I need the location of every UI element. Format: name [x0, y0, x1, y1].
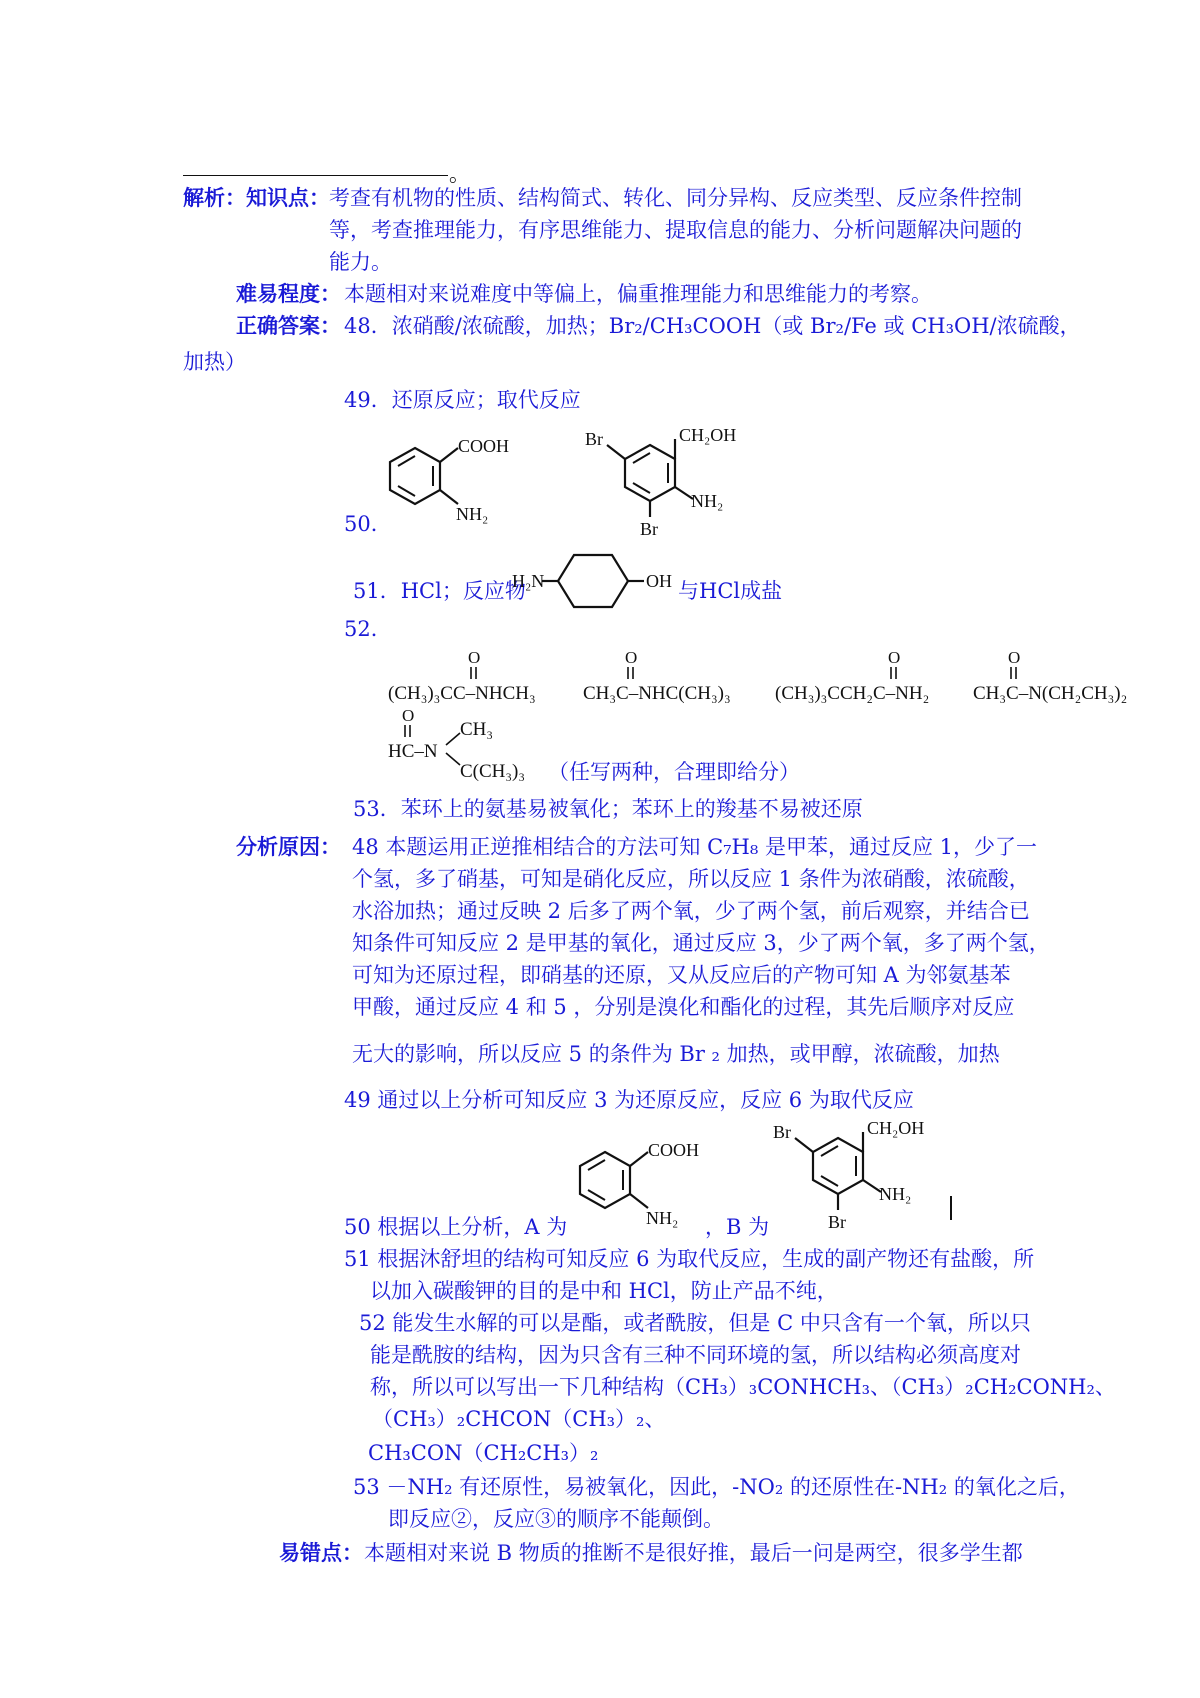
analysis-50-a: 50 根据以上分析，A 为 — [344, 1215, 568, 1239]
analysis-53-line-2: 即反应②，反应③的顺序不能颠倒。 — [388, 1507, 724, 1531]
h2n-label: H₂N — [512, 571, 545, 591]
anthranilic-acid-structure-1 — [380, 428, 520, 532]
amide-5-structure — [388, 705, 558, 789]
br-label-bottom-2: Br — [828, 1212, 846, 1232]
analysis-52-line-4: （CH₃）₂CHCON（CH₃）₂、 — [372, 1407, 666, 1431]
cooh-label: COOH — [458, 436, 510, 456]
dibromo-aminobenzyl-alcohol-structure-2 — [773, 1118, 963, 1237]
jiexi-label-row — [183, 182, 330, 214]
text-cursor-mark — [950, 1196, 952, 1220]
analysis-52-line-5: CH₃CON（CH₂CH₃）₂ — [368, 1441, 599, 1465]
difficulty-text: 本题相对来说难度中等偏上，偏重推理能力和思维能力的考察。 — [344, 282, 932, 306]
analysis-53-line-1: 53 －NH₂ 有还原性，易被氧化，因此，-NO₂ 的还原性在-NH₂ 的氧化之后， — [353, 1475, 1080, 1499]
difficulty-label: 难易程度： — [236, 281, 341, 306]
analysis-48-line-6: 甲酸，通过反应 4 和 5 ，分别是溴化和酯化的过程，其先后顺序对反应 — [352, 995, 1015, 1019]
error-label: 易错点： — [279, 1540, 363, 1565]
analysis-49: 49 通过以上分析可知反应 3 为还原反应，反应 6 为取代反应 — [344, 1088, 914, 1112]
amide-5-ch3: CH₃ — [460, 719, 494, 740]
o-label-2: O — [625, 648, 638, 667]
analysis-52-line-2: 能是酰胺的结构，因为只含有三种不同环境的氢，所以结构必须高度对 — [370, 1343, 1021, 1367]
br-label-top-2: Br — [773, 1122, 791, 1142]
analysis-52-line-1: 52 能发生水解的可以是酯，或者酰胺，但是 C 中只含有一个氧，所以只 — [359, 1311, 1031, 1335]
amide-1 — [388, 648, 536, 704]
answer-49: 49．还原反应；取代反应 — [344, 388, 581, 412]
answer-51-pre: 51．HCl；反应物 — [353, 579, 526, 603]
amide-1-text: (CH₃)₃CC–NHCH₃ — [388, 683, 536, 704]
jiexi-label: 解析： — [183, 185, 246, 210]
analysis-48-line-3: 水浴加热；通过反映 2 后多了两个氧，少了两个氢，前后观察，并结合已 — [352, 899, 1030, 923]
answer-53: 53．苯环上的氨基易被氧化；苯环上的羧基不易被还原 — [353, 797, 863, 821]
analysis-48-line-2: 个氢，多了硝基，可知是硝化反应，所以反应 1 条件为浓硝酸，浓硫酸， — [352, 867, 1030, 891]
nh2-label-2: NH₂ — [646, 1208, 679, 1228]
analysis-50-b: ，B 为 — [705, 1215, 770, 1239]
analysis-label: 分析原因： — [236, 834, 341, 859]
dibromo-aminobenzyl-alcohol-structure-1 — [585, 425, 775, 544]
answer-50-label: 50． — [344, 512, 392, 536]
amide-4-text: CH₃C–N(CH₂CH₃)₂ — [973, 683, 1128, 704]
knowledge-line-2: 等，考查推理能力，有序思维能力、提取信息的能力、分析问题解决问题的 — [329, 218, 1022, 242]
analysis-48-line-7: 无大的影响，所以反应 5 的条件为 Br ₂ 加热，或甲醇，浓硫酸，加热 — [352, 1042, 1000, 1066]
analysis-51-line-2: 以加入碳酸钾的目的是中和 HCl，防止产品不纯， — [370, 1279, 838, 1303]
analysis-51-line-1: 51 根据沐舒坦的结构可知反应 6 为取代反应，生成的副产物还有盐酸，所 — [344, 1247, 1035, 1271]
answer-52-note: （任写两种，合理即给分） — [548, 760, 800, 784]
analysis-52-line-3: 称，所以可以写出一下几种结构（CH₃）₃CONHCH₃、（CH₃）₂CH₂CONH₂、 — [370, 1375, 1116, 1399]
ch2oh-label: CH₂OH — [679, 425, 737, 445]
cooh-label-2: COOH — [648, 1140, 700, 1160]
nh2-label-b: NH₂ — [691, 491, 724, 511]
nh2-label-b2: NH₂ — [879, 1184, 912, 1204]
o-label-1: O — [468, 648, 481, 667]
anthranilic-acid-structure-2 — [570, 1132, 710, 1236]
nh2-label: NH₂ — [456, 504, 489, 524]
analysis-48-line-4: 知条件可知反应 2 是甲基的氧化，通过反应 3，少了两个氧，多了两个氢， — [352, 931, 1050, 955]
answer-48-line-1: 48．浓硝酸/浓硫酸，加热；Br₂/CH₃COOH（或 Br₂/Fe 或 CH₃OH/浓硫酸， — [344, 314, 1081, 338]
o-label-5: O — [402, 706, 415, 725]
o-label-4: O — [1008, 648, 1021, 667]
br-label-top: Br — [585, 429, 603, 449]
br-label-bottom: Br — [640, 519, 658, 539]
answer-label: 正确答案： — [236, 313, 341, 338]
analysis-48-line-1: 48 本题运用正逆推相结合的方法可知 C₇H₈ 是甲苯，通过反应 1，少了一 — [352, 835, 1037, 859]
amide-5-text: HC–N — [388, 741, 438, 762]
knowledge-line-1: 考查有机物的性质、结构简式、转化、同分异构、反应类型、反应条件控制 — [329, 186, 1022, 210]
amide-2-text: CH₃C–NHC(CH₃)₃ — [583, 683, 731, 704]
amide-2 — [583, 648, 731, 704]
amide-5-tbu: C(CH₃)₃ — [460, 761, 525, 782]
amide-3 — [775, 648, 929, 704]
answer-52: 52． — [344, 617, 392, 641]
blank-underline — [183, 175, 448, 176]
error-text: 本题相对来说 B 物质的推断不是很好推，最后一问是两空，很多学生都 — [364, 1541, 1023, 1565]
amide-3-text: (CH₃)₃CCH₂C–NH₂ — [775, 683, 930, 704]
knowledge-line-3: 能力。 — [329, 250, 392, 274]
knowledge-label: 知识点： — [246, 185, 330, 210]
aminocyclohexanol-structure — [512, 543, 682, 617]
oh-label: OH — [646, 571, 672, 591]
o-label-3: O — [888, 648, 901, 667]
ch2oh-label-2: CH₂OH — [867, 1118, 925, 1138]
amide-4 — [973, 648, 1127, 704]
amide-structures-row — [388, 645, 1178, 714]
answer-51-post: 与HCl成盐 — [678, 579, 783, 603]
analysis-48-line-5: 可知为还原过程，即硝基的还原，又从反应后的产物可知 A 为邻氨基苯 — [352, 963, 1011, 987]
top-period: 。 — [449, 162, 470, 186]
answer-48-line-2: 加热） — [183, 350, 246, 374]
